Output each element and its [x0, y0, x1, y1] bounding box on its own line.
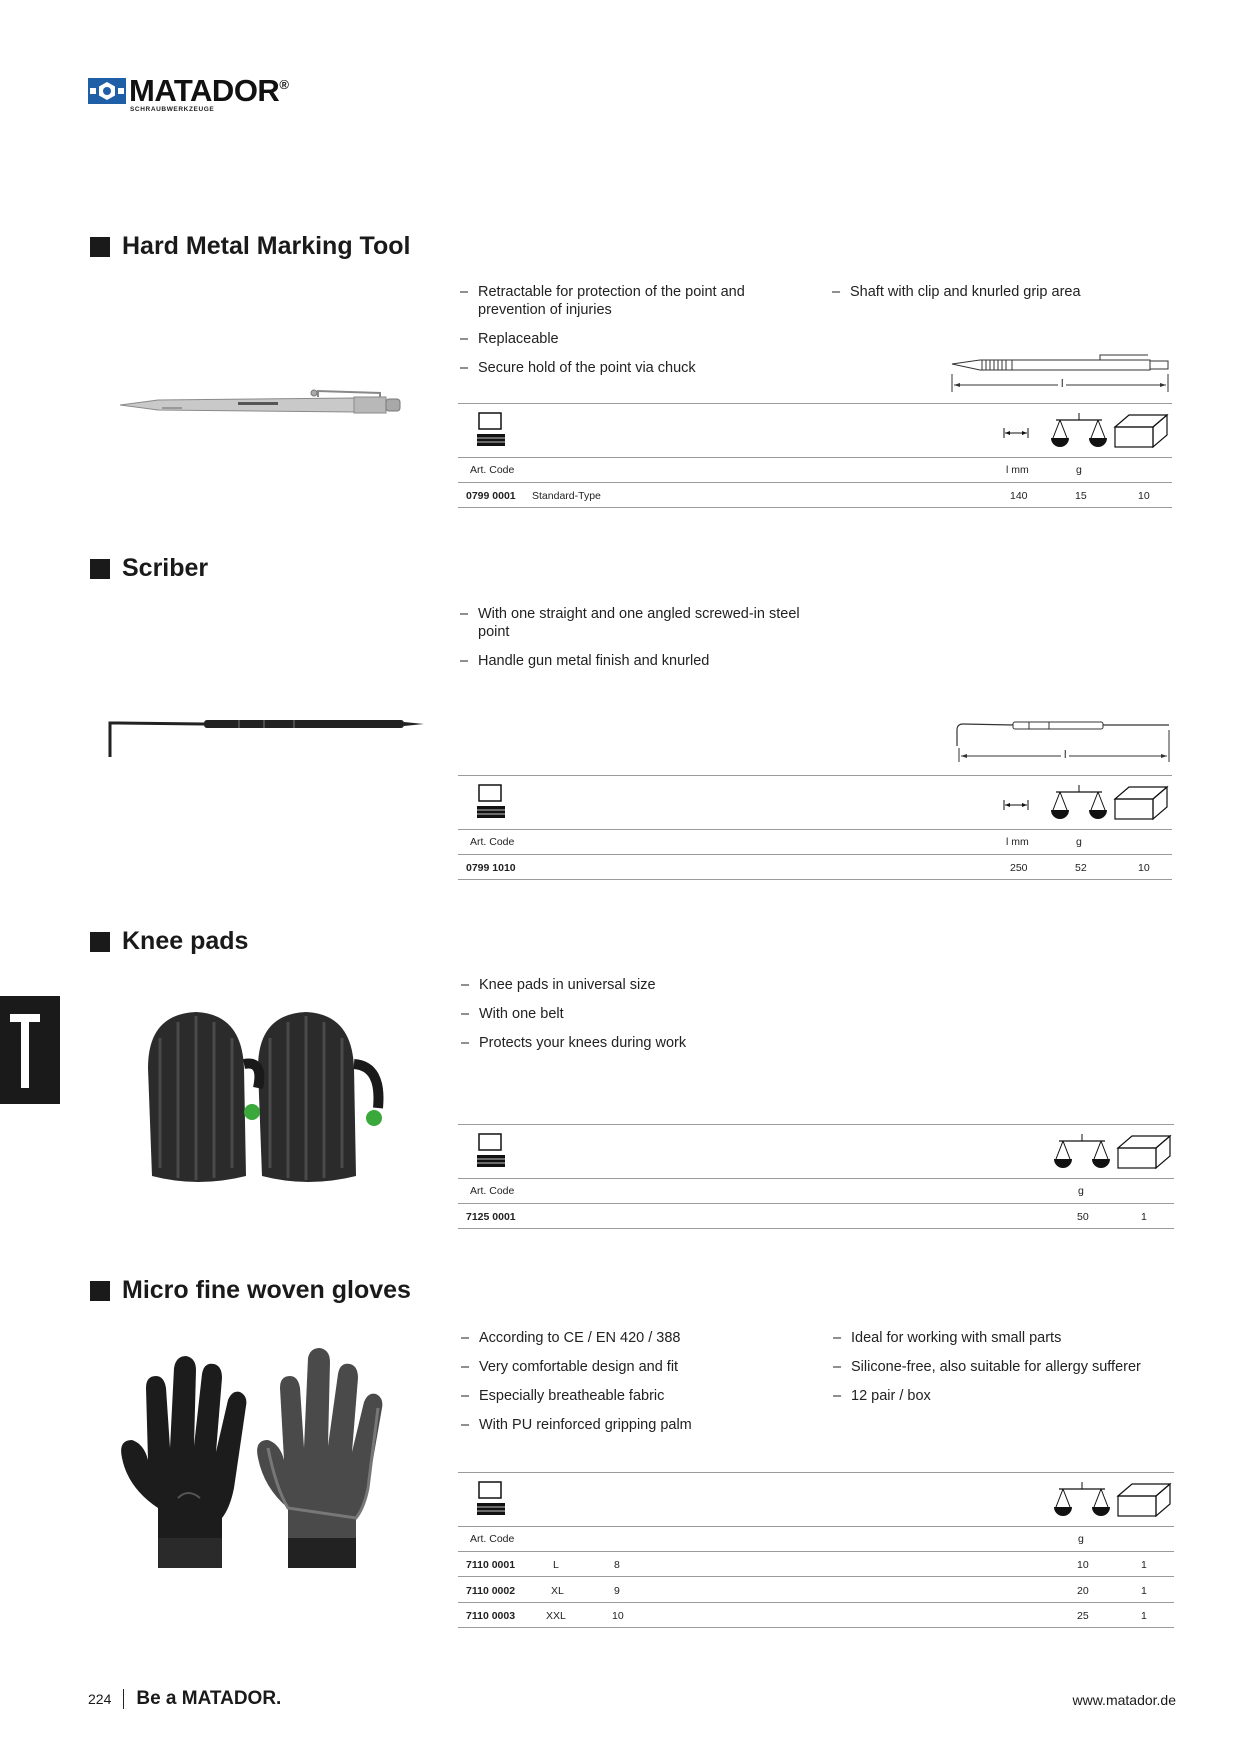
table-rule: [458, 829, 1172, 830]
section-square-icon: [90, 237, 110, 257]
col-header-code: Art. Code: [470, 836, 515, 848]
footer-url[interactable]: www.matador.de: [1072, 1692, 1176, 1708]
length-icon: [1003, 427, 1029, 439]
table-cell-code: 7125 0001: [466, 1211, 516, 1223]
feature-item: – Very comfortable design and fit: [461, 1358, 801, 1376]
table-cell-qty: 1: [1141, 1211, 1147, 1223]
table-cell-size: XXL: [546, 1610, 566, 1622]
footer-left: [88, 1688, 281, 1710]
feature-item: – With one straight and one angled screwed-in steel point: [460, 605, 800, 641]
table-rule: [458, 775, 1172, 776]
col-header-weight: g: [1076, 464, 1082, 476]
table-cell-length: 140: [1010, 490, 1028, 502]
brand-tagline: SCHRAUBWERKZEUGE: [130, 106, 215, 113]
section-square-icon: [90, 559, 110, 579]
table-cell-weight: 25: [1077, 1610, 1089, 1622]
feature-item: – Retractable for protection of the point and prevention of injuries: [460, 283, 790, 319]
table-cell-length: 250: [1010, 862, 1028, 874]
box-icon: [1116, 1482, 1172, 1518]
table-cell-code: 0799 0001: [466, 490, 516, 502]
page-number: 224: [88, 1691, 112, 1707]
feature-item: – Shaft with clip and knurled grip area: [832, 283, 1172, 301]
table-rule: [458, 457, 1172, 458]
section-title: [90, 927, 248, 956]
col-header-length: l mm: [1006, 836, 1029, 848]
box-icon: [1113, 413, 1169, 449]
feature-item: – According to CE / EN 420 / 388: [461, 1329, 801, 1347]
table-cell-num: 10: [612, 1610, 624, 1622]
feature-list-right: [833, 1329, 1193, 1416]
table-rule: [458, 403, 1172, 404]
section-title: [90, 232, 410, 261]
section-title: [90, 554, 208, 583]
section-title-text: Scriber: [122, 554, 209, 582]
feature-list-left: [460, 283, 790, 388]
feature-item: – Silicone-free, also suitable for allergy sufferer: [833, 1358, 1193, 1376]
dimension-label: l: [1058, 378, 1066, 390]
scale-icon: [1053, 1133, 1111, 1171]
footer-divider: [123, 1689, 124, 1709]
table-rule: [458, 1602, 1174, 1603]
brand-logo: [88, 73, 289, 113]
col-header-code: Art. Code: [470, 1533, 515, 1545]
table-cell-weight: 20: [1077, 1585, 1089, 1597]
table-rule: [458, 1178, 1174, 1179]
feature-list-right: [832, 283, 1172, 312]
catalog-icon: [476, 1481, 506, 1517]
col-header-weight: g: [1078, 1185, 1084, 1197]
scale-icon: [1050, 412, 1108, 450]
brand-reg: ®: [279, 77, 289, 92]
section-title: [90, 1276, 411, 1305]
table-cell-desc: Standard-Type: [532, 490, 601, 502]
table-rule: [458, 1124, 1174, 1125]
table-cell-code: 0799 1010: [466, 862, 516, 874]
table-rule: [458, 1472, 1174, 1473]
col-header-code: Art. Code: [470, 1185, 515, 1197]
marking-tool-image: [118, 385, 404, 417]
knee-pads-image: [138, 1008, 398, 1188]
table-cell-qty: 1: [1141, 1585, 1147, 1597]
feature-item: – With one belt: [461, 1005, 801, 1023]
table-cell-weight: 50: [1077, 1211, 1089, 1223]
section-title-text: Micro fine woven gloves: [122, 1276, 411, 1304]
table-rule: [458, 1627, 1174, 1628]
table-cell-qty: 10: [1138, 862, 1150, 874]
col-header-weight: g: [1078, 1533, 1084, 1545]
table-rule: [458, 879, 1172, 880]
feature-item: – Replaceable: [460, 330, 790, 348]
section-square-icon: [90, 1281, 110, 1301]
catalog-icon: [476, 784, 506, 820]
scale-icon: [1050, 784, 1108, 822]
brand-name: MATADOR: [129, 73, 280, 108]
feature-list-left: [461, 976, 801, 1063]
table-cell-code: 7110 0002: [466, 1585, 516, 1597]
logo-mark-icon: [88, 78, 126, 104]
dimension-label: l: [1061, 749, 1069, 761]
table-rule: [458, 507, 1172, 508]
feature-list-left: [460, 605, 800, 681]
chapter-tab: [0, 996, 60, 1104]
table-cell-num: 9: [614, 1585, 620, 1597]
table-cell-weight: 15: [1075, 490, 1087, 502]
col-header-code: Art. Code: [470, 464, 515, 476]
col-header-length: l mm: [1006, 464, 1029, 476]
hammer-icon: [0, 996, 60, 1104]
feature-item: – Ideal for working with small parts: [833, 1329, 1193, 1347]
table-rule: [458, 1203, 1174, 1204]
table-cell-qty: 1: [1141, 1610, 1147, 1622]
table-rule: [458, 482, 1172, 483]
table-rule: [458, 1228, 1174, 1229]
feature-item: – Handle gun metal finish and knurled: [460, 652, 800, 670]
feature-list-left: [461, 1329, 801, 1445]
gloves-image: [118, 1348, 390, 1570]
length-icon: [1003, 799, 1029, 811]
scale-icon: [1053, 1481, 1111, 1519]
feature-item: – Secure hold of the point via chuck: [460, 359, 790, 377]
table-cell-weight: 10: [1077, 1559, 1089, 1571]
table-cell-size: XL: [551, 1585, 564, 1597]
section-title-text: Hard Metal Marking Tool: [122, 232, 411, 260]
feature-item: – Especially breatheable fabric: [461, 1387, 801, 1405]
table-rule: [458, 1551, 1174, 1552]
section-square-icon: [90, 932, 110, 952]
table-cell-qty: 1: [1141, 1559, 1147, 1571]
box-icon: [1113, 785, 1169, 821]
section-title-text: Knee pads: [122, 927, 249, 955]
catalog-icon: [476, 412, 506, 448]
footer-slogan: Be a MATADOR.: [136, 1688, 282, 1709]
feature-item: – With PU reinforced gripping palm: [461, 1416, 801, 1434]
table-cell-code: 7110 0001: [466, 1559, 516, 1571]
catalog-icon: [476, 1133, 506, 1169]
feature-item: – Knee pads in universal size: [461, 976, 801, 994]
table-rule: [458, 1526, 1174, 1527]
box-icon: [1116, 1134, 1172, 1170]
feature-item: – 12 pair / box: [833, 1387, 1193, 1405]
table-cell-weight: 52: [1075, 862, 1087, 874]
col-header-weight: g: [1076, 836, 1082, 848]
table-cell-size: L: [553, 1559, 559, 1571]
table-cell-qty: 10: [1138, 490, 1150, 502]
scriber-image: [104, 715, 426, 759]
table-rule: [458, 854, 1172, 855]
table-cell-code: 7110 0003: [466, 1610, 516, 1622]
feature-item: – Protects your knees during work: [461, 1034, 801, 1052]
table-rule: [458, 1576, 1174, 1577]
table-cell-num: 8: [614, 1559, 620, 1571]
